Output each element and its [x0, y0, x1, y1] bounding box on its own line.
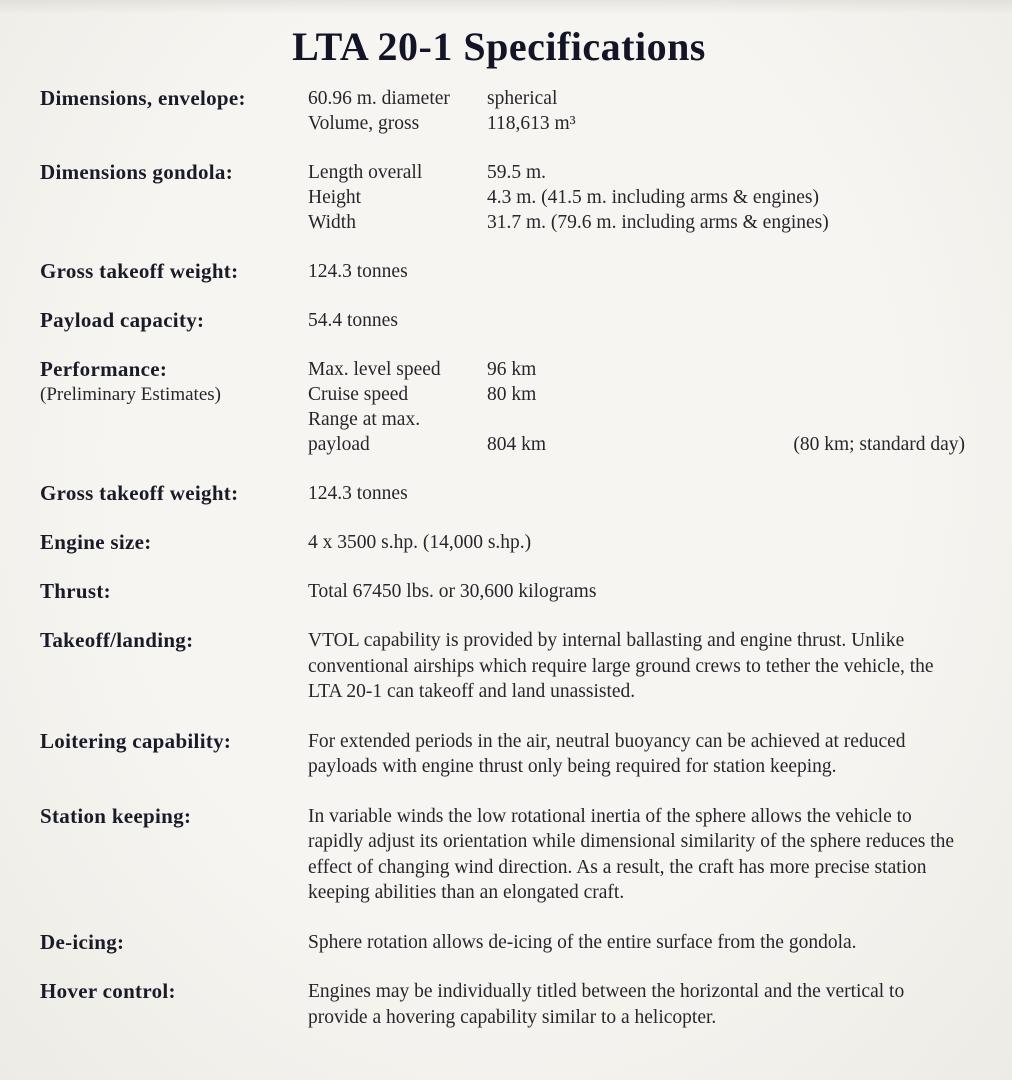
- spec-content: [308, 357, 965, 457]
- spec-content: [308, 579, 965, 604]
- spec-label: Gross takeoff weight:: [40, 259, 239, 283]
- spec-content: [308, 481, 965, 506]
- spec-sublabel: (Preliminary Estimates): [40, 384, 221, 405]
- spec-content: [308, 628, 965, 705]
- entry-name: Length overall: [308, 162, 423, 183]
- page-title: LTA 20-1 Specifications: [292, 24, 706, 69]
- spec-entry: [308, 382, 965, 407]
- spec-label: Dimensions gondola:: [40, 160, 233, 184]
- spec-content: [308, 160, 965, 235]
- spec-row: [40, 729, 965, 780]
- spec-content: [308, 530, 965, 555]
- spec-row: [40, 530, 965, 555]
- spec-entry: [308, 86, 965, 111]
- spec-label-col: [40, 530, 308, 555]
- spec-row: [40, 86, 965, 136]
- entry-name: payload: [308, 434, 370, 455]
- entry-value: 118,613 m³: [487, 113, 576, 134]
- spec-rows: [40, 86, 965, 1030]
- spec-content: [308, 979, 965, 1030]
- spec-label: Performance:: [40, 357, 168, 381]
- spec-label-col: [40, 579, 308, 604]
- spec-label-col: [40, 86, 308, 111]
- entry-name: Width: [308, 212, 356, 233]
- entry-name: Range at max.: [308, 409, 421, 430]
- spec-row: [40, 160, 965, 235]
- spec-label-col: [40, 729, 308, 754]
- entry-name: Height: [308, 187, 362, 208]
- spec-row: [40, 357, 965, 457]
- spec-row: [40, 579, 965, 604]
- spec-label: Hover control:: [40, 979, 176, 1003]
- entry-note: (80 km; standard day): [793, 434, 965, 455]
- entry-value: 31.7 m. (79.6 m. including arms & engines): [487, 212, 829, 233]
- spec-entry: [308, 185, 965, 210]
- spec-value: 124.3 tonnes: [308, 261, 408, 282]
- spec-row: [40, 930, 965, 956]
- entry-name: Max. level speed: [308, 359, 441, 380]
- spec-content: [308, 930, 965, 956]
- spec-value: 4 x 3500 s.hp. (14,000 s.hp.): [308, 532, 532, 553]
- spec-paragraph: VTOL capability is provided by internal ballasting and engine thrust. Unlike conventional airships which require large ground crews to tether the vehicle, the LTA 20-1 can takeoff and land unassisted.: [308, 630, 934, 702]
- entry-value: 59.5 m.: [487, 162, 547, 183]
- entry-value: 804 km: [487, 434, 547, 455]
- spec-label: Payload capacity:: [40, 308, 205, 332]
- spec-entry: [308, 432, 965, 457]
- spec-content: [308, 804, 965, 906]
- spec-value: 54.4 tonnes: [308, 310, 398, 331]
- entry-value: 4.3 m. (41.5 m. including arms & engines): [487, 187, 819, 208]
- spec-paragraph: Sphere rotation allows de-icing of the entire surface from the gondola.: [308, 931, 857, 953]
- spec-label: Thrust:: [40, 579, 111, 603]
- entry-value: spherical: [487, 88, 558, 109]
- spec-label: Gross takeoff weight:: [40, 481, 239, 505]
- spec-content: [308, 86, 965, 136]
- spec-label-col: [40, 481, 308, 506]
- entry-name: Cruise speed: [308, 384, 409, 405]
- spec-row: [40, 259, 965, 284]
- spec-content: [308, 729, 965, 780]
- spec-row: [40, 308, 965, 333]
- spec-label: Takeoff/landing:: [40, 628, 194, 652]
- spec-row: [40, 628, 965, 705]
- entry-value: 96 km: [487, 359, 537, 380]
- spec-label-col: [40, 804, 308, 829]
- spec-label-col: [40, 979, 308, 1004]
- spec-paragraph: Engines may be individually titled between the horizontal and the vertical to provide a hovering capability similar to a helicopter.: [308, 981, 905, 1028]
- spec-label: Station keeping:: [40, 803, 192, 828]
- spec-entry: [308, 357, 965, 382]
- spec-entry: [308, 407, 965, 432]
- entry-name: Volume, gross: [308, 113, 420, 134]
- spec-label: De-icing:: [40, 929, 125, 954]
- spec-label-col: [40, 930, 308, 955]
- spec-entry: [308, 160, 965, 185]
- spec-content: [308, 308, 965, 333]
- spec-entry: [308, 210, 965, 235]
- spec-value: 124.3 tonnes: [308, 483, 408, 504]
- spec-row: [40, 804, 965, 906]
- spec-paragraph: For extended periods in the air, neutral buoyancy can be achieved at reduced payloads with engine thrust only being required for station keeping.: [308, 730, 906, 777]
- spec-row: [40, 979, 965, 1030]
- spec-content: [308, 259, 965, 284]
- spec-row: [40, 481, 965, 506]
- spec-paragraph: In variable winds the low rotational inertia of the sphere allows the vehicle to rapidly adjust its orientation while dimensional similarity of the sphere reduces the effect of changing wind direction. As a result, the craft has more precise station keeping abilities than an elongated craft.: [308, 805, 955, 903]
- spec-label: Dimensions, envelope:: [40, 86, 246, 110]
- spec-entry: [308, 111, 965, 136]
- spec-label-col: [40, 357, 308, 407]
- spec-label: Engine size:: [40, 530, 152, 554]
- spec-label-col: [40, 160, 308, 185]
- spec-label-col: [40, 308, 308, 333]
- spec-label-col: [40, 259, 308, 284]
- entry-value: 80 km: [487, 384, 537, 405]
- spec-value: Total 67450 lbs. or 30,600 kilograms: [308, 581, 597, 602]
- spec-label-col: [40, 628, 308, 653]
- spec-label: Loitering capability:: [40, 728, 232, 753]
- entry-name: 60.96 m. diameter: [308, 88, 450, 109]
